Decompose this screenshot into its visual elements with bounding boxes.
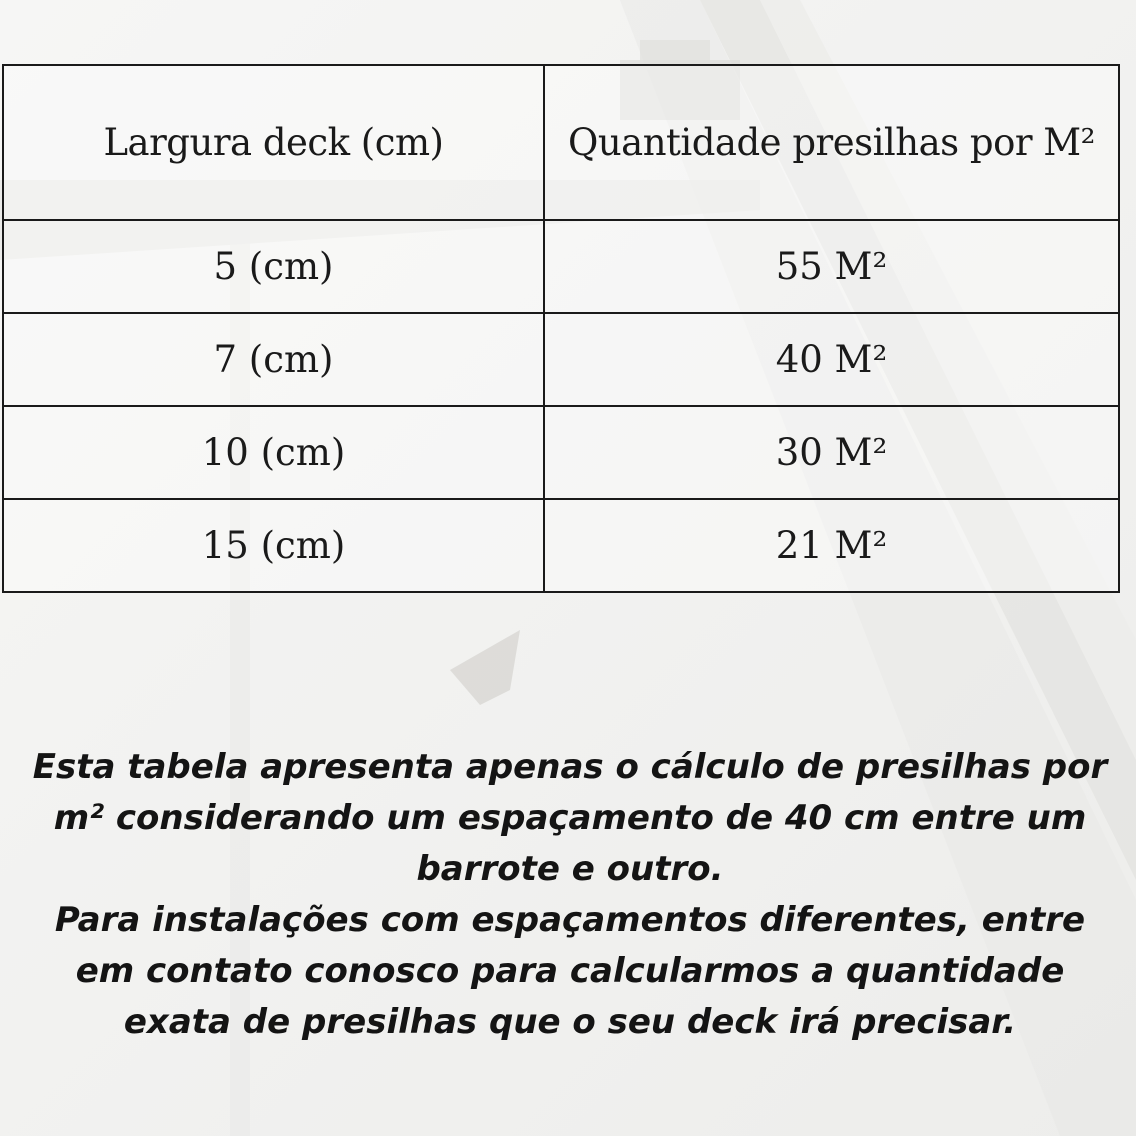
explanatory-note xyxy=(20,742,1120,1048)
cell-clips-quantity: 40 M² xyxy=(544,313,1119,406)
clips-per-m2-table xyxy=(2,64,1120,593)
cell-clips-quantity: 30 M² xyxy=(544,406,1119,499)
cell-deck-width: 7 (cm) xyxy=(3,313,544,406)
header-clips-quantity: Quantidade presilhas por M² xyxy=(544,65,1119,220)
cell-clips-quantity: 21 M² xyxy=(544,499,1119,592)
spec-table-container xyxy=(2,64,1118,593)
table-row xyxy=(3,406,1119,499)
cell-clips-quantity: 55 M² xyxy=(544,220,1119,313)
table-row xyxy=(3,313,1119,406)
note-paragraph-contact: Para instalações com espaçamentos diferentes, entre em contato conosco para calcularmos a quantidade exata de presilhas que o seu deck irá precisar. xyxy=(54,900,1086,1042)
table-row xyxy=(3,220,1119,313)
note-paragraph-spacing: Esta tabela apresenta apenas o cálculo de presilhas por m² considerando um espaçamento de 40 cm entre um barrote e outro. xyxy=(32,747,1108,889)
table-row xyxy=(3,499,1119,592)
cell-deck-width: 5 (cm) xyxy=(3,220,544,313)
cell-deck-width: 10 (cm) xyxy=(3,406,544,499)
header-deck-width: Largura deck (cm) xyxy=(3,65,544,220)
cell-deck-width: 15 (cm) xyxy=(3,499,544,592)
table-header-row xyxy=(3,65,1119,220)
